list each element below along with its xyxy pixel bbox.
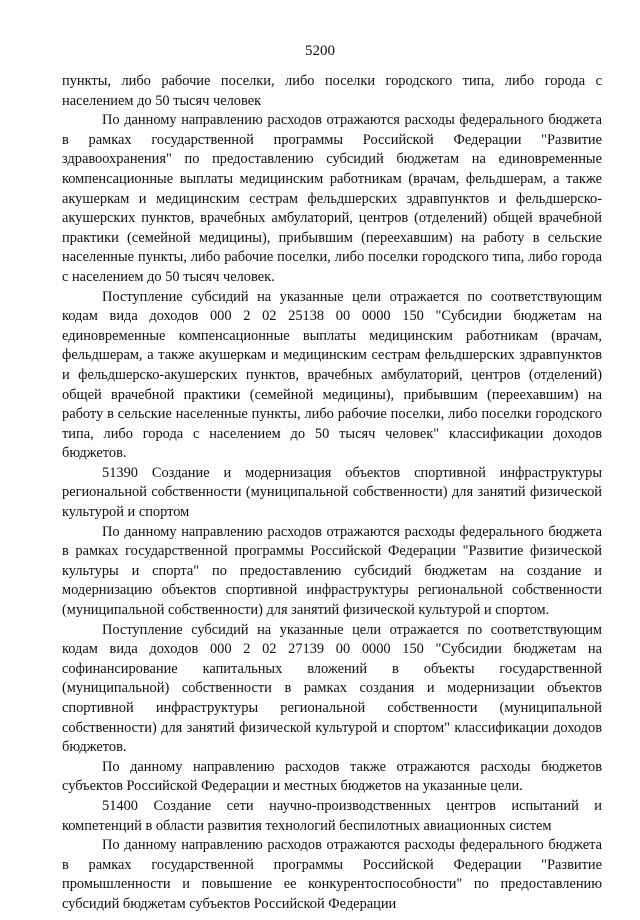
paragraph-expenses-healthcare: По данному направлению расходов отражаются расходы федерального бюджета в рамках государственной программы Российской Федерации "Развитие здравоохранения" по предоставлению субсидий бюджетам на единовременные компенсационные выплаты медицинским работникам (врачам, фельдшерам, а также акушеркам и медицинским сестрам фельдшерских здравпунктов и фельдшерско-акушерских пунктов, врачебных амбулаторий, центров (отделений) общей врачебной практики (семейной медицины), прибывшим (переехавшим) на работу в сельские населенные пункты, либо рабочие поселки, либо поселки городского типа, либо города с населением до 50 тысяч человек. (62, 112, 602, 285)
paragraph-income-codes-25138: Поступление субсидий на указанные цели отражается по соответствующим кодам вида доходов 000 2 02 25138 00 0000 150 "Субсидии бюджетам на единовременные компенсационные выплаты медицинским работникам (врачам, фельдшерам, а также акушеркам и медицинским сестрам фельдшерских здравпунктов и фельдшерско-акушерских пунктов, врачебных амбулаторий, центров (отделений) общей врачебной практики (семейной медицины), прибывшим (переехавшим) на работу в сельские населенные пункты, либо рабочие поселки, либо поселки городского типа, либо города с населением до 50 тысяч человек" классификации доходов бюджетов. (62, 288, 602, 462)
page-number: 5200 (305, 43, 335, 59)
section-heading-51390: 51390 Создание и модернизация объектов спортивной инфраструктуры региональной собственности (муниципальной собственности) для занятий физической культурой и спортом (62, 464, 602, 521)
paragraph-income-codes-27139: Поступление субсидий на указанные цели отражается по соответствующим кодам вида доходов 000 2 02 27139 00 0000 150 "Субсидии бюджетам на софинансирование капитальных вложений в объекты государственной (муниципальной) собственности в рамках создания и модернизации объектов спортивной инфраструктуры региональной собственности (муниципальной собственности) для занятий физической культурой и спортом" классификации доходов бюджетов. (62, 621, 602, 756)
document-body (62, 72, 602, 915)
paragraph-regional-budgets: По данному направлению расходов также отражаются расходы бюджетов субъектов Российской Федерации и местных бюджетов на указанные цели. (62, 758, 602, 795)
paragraph-expenses-industry: По данному направлению расходов отражаются расходы федерального бюджета в рамках государственной программы Российской Федерации "Развитие промышленности и повышение ее конкурентоспособности" по предоставлению субсидий бюджетам субъектов Российской Федерации (62, 837, 602, 912)
paragraph-expenses-sport: По данному направлению расходов отражаются расходы федерального бюджета в рамках государственной программы Российской Федерации "Развитие физической культуры и спорта" по предоставлению субсидий бюджетам на создание и модернизацию объектов спортивной инфраструктуры региональной собственности (муниципальной собственности) для занятий физической культурой и спортом. (62, 523, 602, 619)
section-heading-51400: 51400 Создание сети научно-производственных центров испытаний и компетенций в области развития технологий беспилотных авиационных систем (62, 797, 602, 834)
paragraph-continuation: пункты, либо рабочие поселки, либо поселки городского типа, либо города с населением до 50 тысяч человек (62, 73, 602, 109)
